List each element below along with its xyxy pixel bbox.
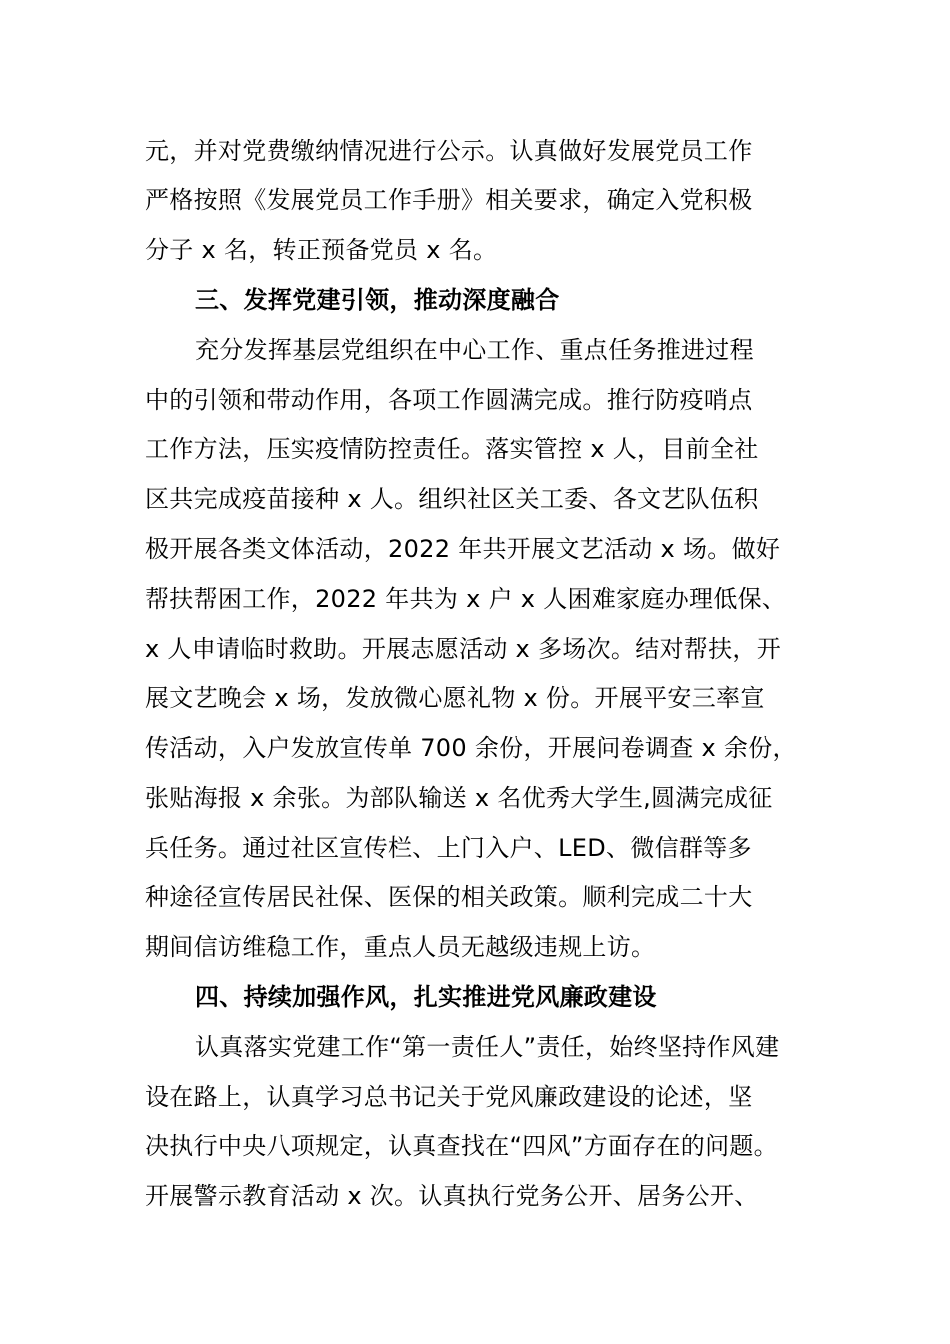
body-text-line: 开展警示教育活动 x 次。认真执行党务公开、居务公开、 xyxy=(145,1182,759,1210)
body-text-line: x 人申请临时救助。开展志愿活动 x 多场次。结对帮扶，开 xyxy=(145,635,781,663)
body-text-line: 认真落实党建工作“第一责任人”责任，始终坚持作风建 xyxy=(195,1033,780,1061)
body-text-line: 展文艺晚会 x 场，发放微心愿礼物 x 份。开展平安三率宣 xyxy=(145,684,765,712)
body-text-line: 兵任务。通过社区宣传栏、上门入户、LED、微信群等多 xyxy=(145,834,752,862)
body-text-line: 设在路上，认真学习总书记关于党风廉政建设的论述，坚 xyxy=(145,1083,753,1111)
body-text-line: 期间信访维稳工作，重点人员无越级违规上访。 xyxy=(145,933,656,961)
section-heading-4: 四、持续加强作风，扎实推进党风廉政建设 xyxy=(195,983,657,1011)
section-heading-3: 三、发挥党建引领，推动深度融合 xyxy=(195,286,560,314)
body-text-line: 决执行中央八项规定，认真查找在“四风”方面存在的问题。 xyxy=(145,1132,778,1160)
body-text-line: 区共完成疫苗接种 x 人。组织社区关工委、各文艺队伍积 xyxy=(145,485,759,513)
body-text-line: 传活动，入户发放宣传单 700 余份，开展问卷调查 x 余份， xyxy=(145,734,797,762)
body-text-line: 元，并对党费缴纳情况进行公示。认真做好发展党员工作 xyxy=(145,137,753,165)
body-text-line: 充分发挥基层党组织在中心工作、重点任务推进过程 xyxy=(195,336,754,364)
body-text-line: 帮扶帮困工作，2022 年共为 x 户 x 人困难家庭办理低保、 xyxy=(145,585,787,613)
body-text-line: 种途径宣传居民社保、医保的相关政策。顺利完成二十大 xyxy=(145,883,753,911)
body-text-line: 分子 x 名，转正预备党员 x 名。 xyxy=(145,236,498,264)
body-text-line: 极开展各类文体活动，2022 年共开展文艺活动 x 场。做好 xyxy=(145,535,781,563)
body-text-line: 张贴海报 x 余张。为部队输送 x 名优秀大学生,圆满完成征 xyxy=(145,784,773,812)
body-text-line: 严格按照《发展党员工作手册》相关要求，确定入党积极 xyxy=(145,186,753,214)
body-text-line: 工作方法，压实疫情防控责任。落实管控 x 人，目前全社 xyxy=(145,435,759,463)
body-text-line: 中的引领和带动作用，各项工作圆满完成。推行防疫哨点 xyxy=(145,386,753,414)
